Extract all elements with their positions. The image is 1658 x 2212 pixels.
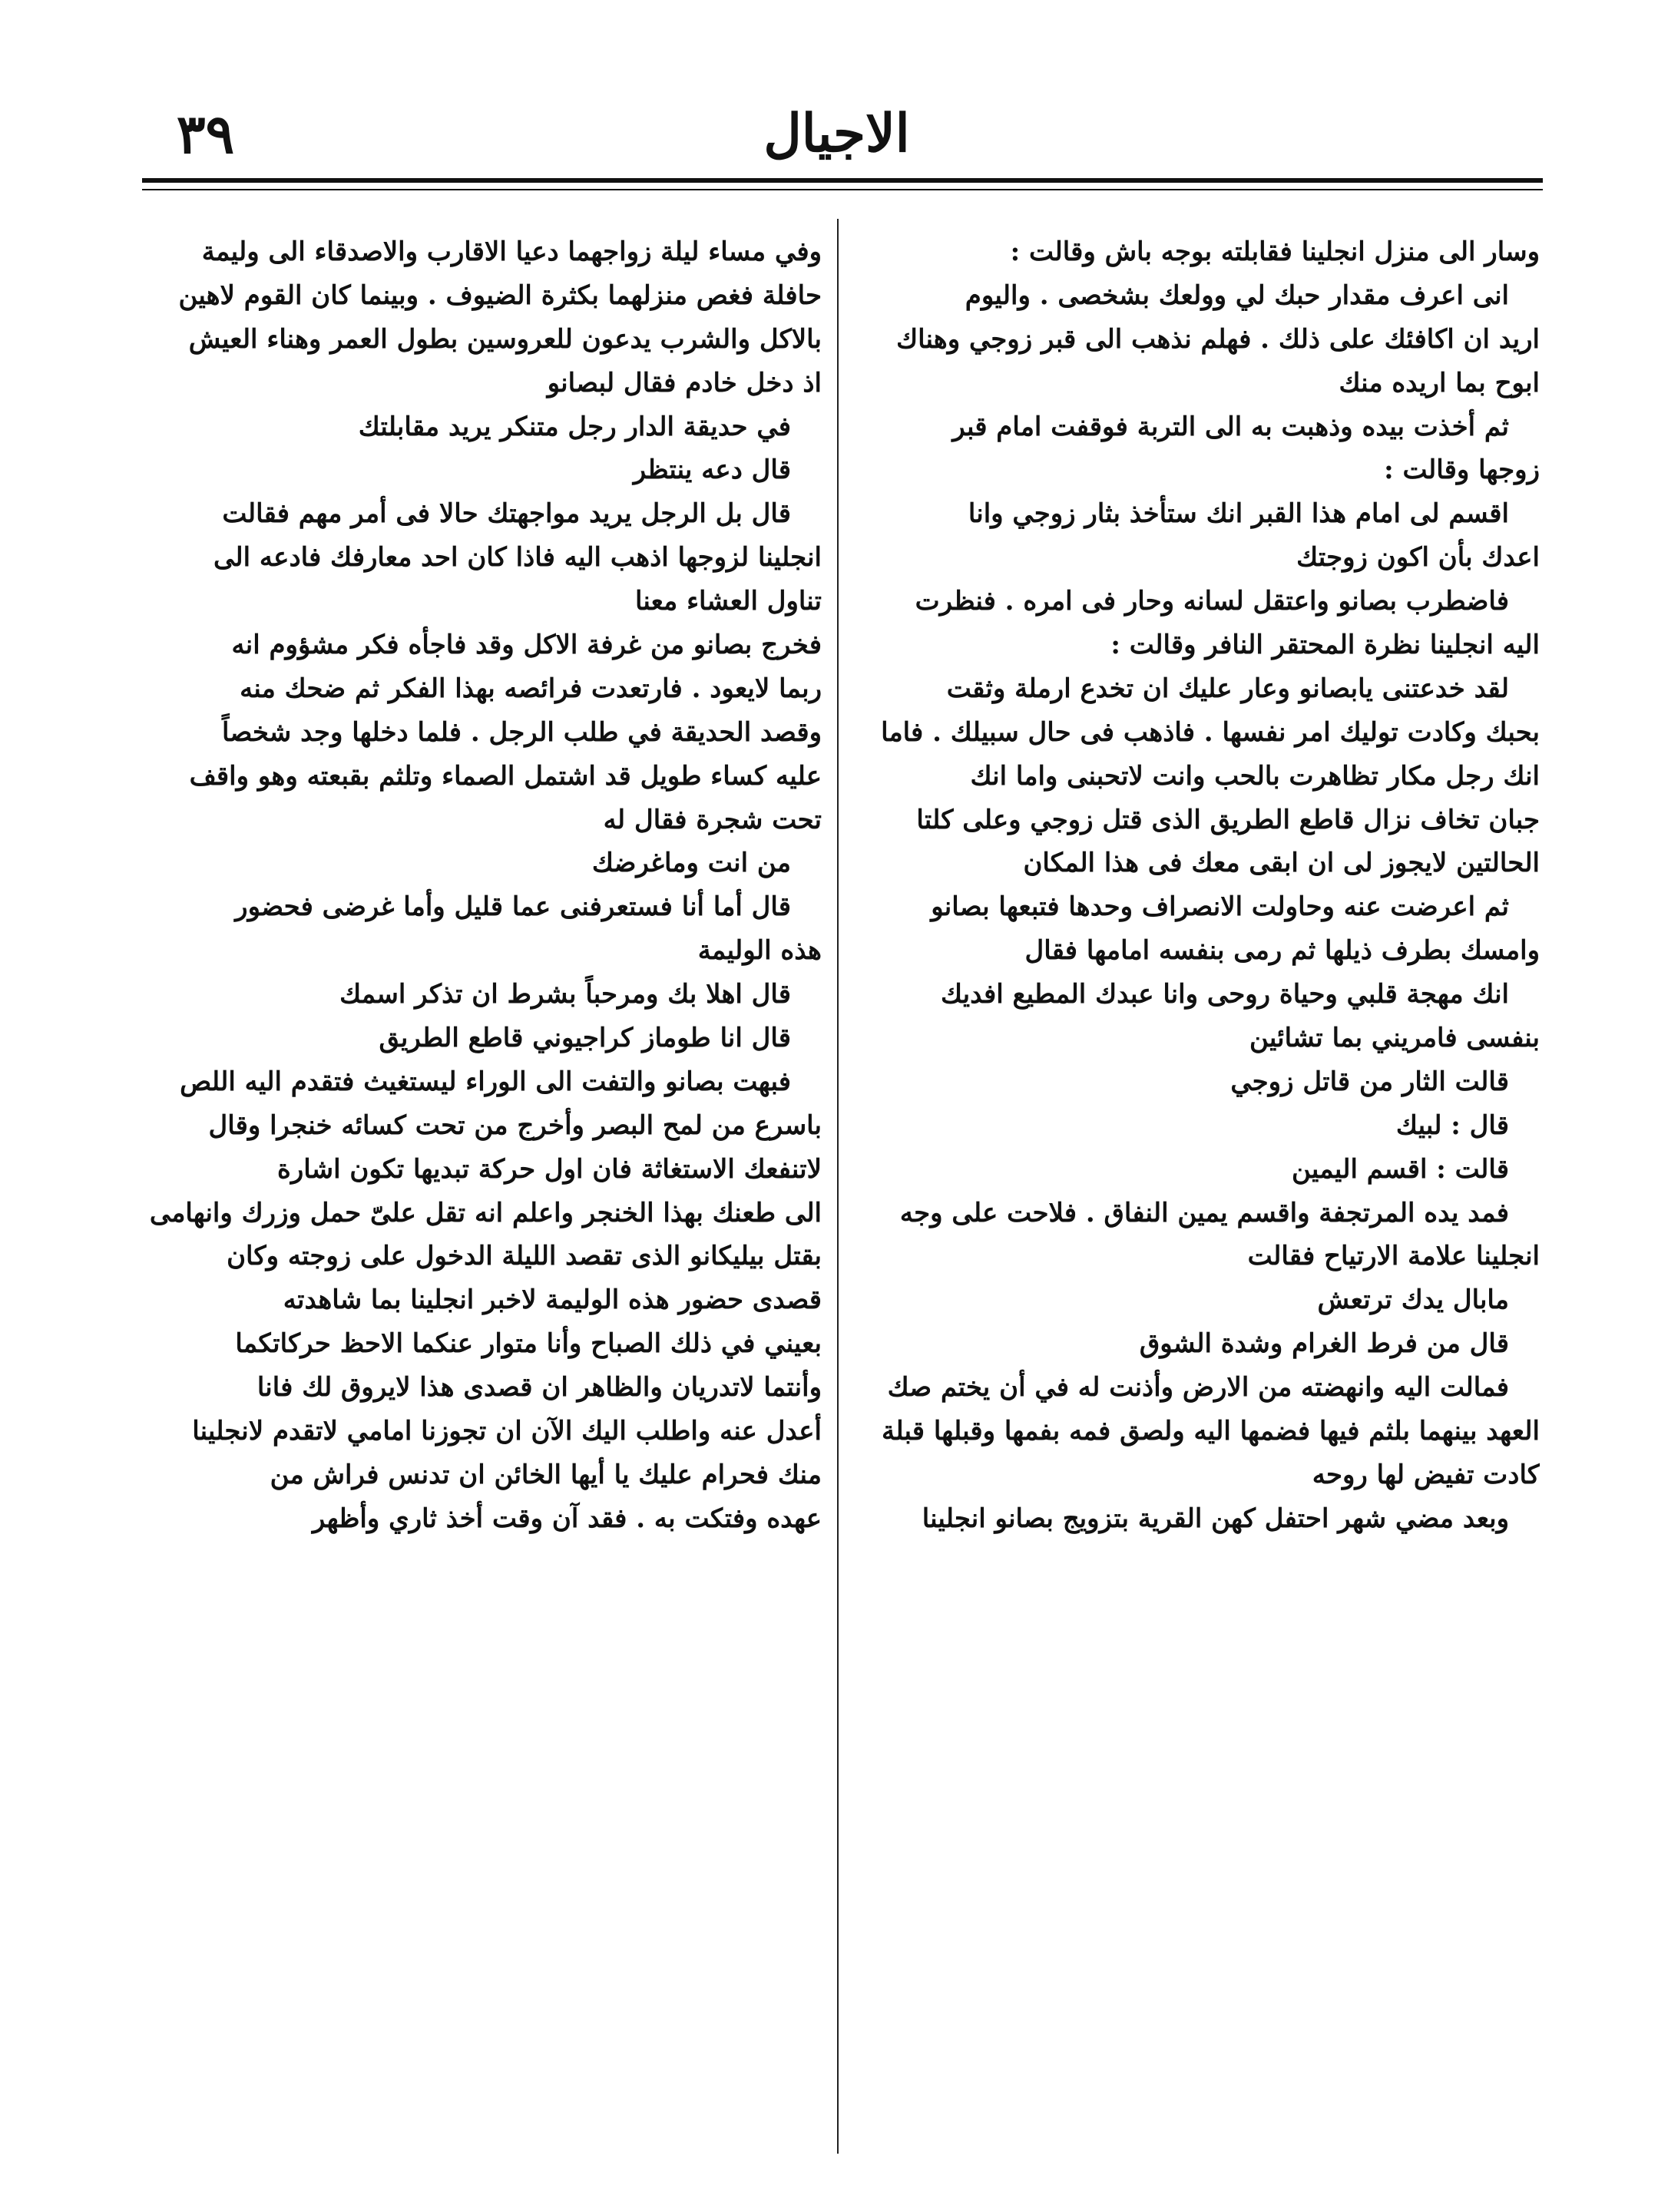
text-line: انى اعرف مقدار حبك لي وولعك بشخصى . واليوم <box>965 279 1509 311</box>
text-line: وسار الى منزل انجلينا فقابلته بوجه باش وقالت : <box>1010 236 1540 267</box>
text-line: الى طعنك بهذا الخنجر واعلم انه تقل علىّ حمل وزرك وانهامى <box>149 1197 822 1228</box>
text-line: قال أما أنا فستعرفنى عما قليل وأما غرضى فحضور <box>235 891 791 923</box>
text-line: العهد بينهما بلثم فيها فضمها اليه ولصق فمه بفمها وقبلها قبلة <box>882 1416 1540 1447</box>
text-line: انجلينا لزوجها اذهب اليه فاذا كان احد معارفك فادعه الى <box>213 542 822 574</box>
text-line: قالت : اقسم اليمين <box>1292 1153 1509 1185</box>
left-column <box>138 230 822 2150</box>
text-line: قال اهلا بك ومرحباً بشرط ان تذكر اسمك <box>339 979 791 1010</box>
text-line: قال من فرط الغرام وشدة الشوق <box>1139 1328 1509 1360</box>
text-line: فمالت اليه وانهضته من الارض وأذنت له في أن يختم صك <box>887 1372 1509 1404</box>
text-line: بحبك وكادت توليك امر نفسها . فاذهب فى حال سبيلك . فاما <box>881 716 1540 748</box>
text-line: الحالتين لايجوز لى ان ابقى معك فى هذا المكان <box>1023 848 1540 879</box>
text-line: اقسم لى امام هذا القبر انك ستأخذ بثار زوجي وانا <box>968 498 1509 530</box>
text-line: تحت شجرة فقال له <box>603 804 822 835</box>
text-line: اليه انجلينا نظرة المحتقر النافر وقالت : <box>1110 630 1540 661</box>
text-line: ابوح بما اريده منك <box>1339 367 1540 398</box>
text-line: انك مهجة قلبي وحياة روحى وانا عبدك المطيع افديك <box>941 979 1509 1010</box>
text-line: مابال يدك ترتعش <box>1317 1285 1509 1316</box>
text-line: تناول العشاء معنا <box>635 586 822 617</box>
text-line: من انت وماغرضك <box>591 848 791 879</box>
page-header <box>131 100 1543 184</box>
text-line: بعيني في ذلك الصباح وأنا متوار عنكما الاحظ حركاتكما <box>235 1328 822 1360</box>
right-column <box>856 230 1540 2150</box>
text-line: فخرج بصانو من غرفة الاكل وقد فاجأه فكر مشؤوم انه <box>231 630 822 661</box>
text-line: قال دعه ينتظر <box>633 455 791 486</box>
text-line: باسرع من لمح البصر وأخرج من تحت كسائه خنجرا وقال <box>208 1109 822 1141</box>
header-rule-thick <box>142 178 1543 183</box>
text-line: ربما لايعود . فارتعدت فرائصه بهذا الفكر ثم ضحك منه <box>240 673 822 704</box>
text-line: اعدك بأن اكون زوجتك <box>1296 542 1540 574</box>
text-line: لاتنفعك الاستغاثة فان اول حركة تبديها تكون اشارة <box>277 1153 822 1185</box>
text-line: لقد خدعتنى يابصانو وعار عليك ان تخدع ارملة وثقت <box>946 673 1509 704</box>
text-line: ثم أخذت بيده وذهبت به الى التربة فوقفت امام قبر <box>952 411 1509 442</box>
text-line: وأنتما لاتدريان والظاهر ان قصدى هذا لايروق لك فانا <box>256 1372 822 1404</box>
text-line: انك رجل مكار تظاهرت بالحب وانت لاتحبنى واما انك <box>970 760 1540 792</box>
text-line: زوجها وقالت : <box>1384 455 1540 486</box>
text-line: بنفسى فامريني بما تشائين <box>1249 1023 1540 1054</box>
page-number: ٣٩ <box>177 102 235 166</box>
header-rule-thin <box>142 189 1543 190</box>
text-line: قال بل الرجل يريد مواجهتك حالا فى أمر مهم فقالت <box>222 498 791 530</box>
text-line: فبهت بصانو والتفت الى الوراء ليستغيث فتقدم اليه اللص <box>180 1066 791 1097</box>
text-line: كادت تفيض لها روحه <box>1312 1459 1540 1490</box>
text-line: ثم اعرضت عنه وحاولت الانصراف وحدها فتبعها بصانو <box>931 891 1509 923</box>
text-line: قصدى حضور هذه الوليمة لاخبر انجلينا بما شاهدته <box>283 1285 822 1316</box>
text-line: في حديقة الدار رجل متنكر يريد مقابلتك <box>358 411 791 442</box>
text-line: أعدل عنه واطلب اليك الآن ان تجوزنا امامي لاتقدم لانجلينا <box>192 1416 822 1447</box>
text-line: قال : لبيك <box>1395 1109 1509 1141</box>
text-line: جبان تخاف نزال قاطع الطريق الذى قتل زوجي وعلى كلتا <box>916 804 1540 835</box>
text-line: بقتل بيليكانو الذى تقصد الليلة الدخول على زوجته وكان <box>227 1241 822 1272</box>
text-line: هذه الوليمة <box>697 935 822 967</box>
text-line: وامسك بطرف ذيلها ثم رمى بنفسه امامها فقال <box>1024 935 1540 967</box>
text-line: قال انا طوماز كراجيوني قاطع الطريق <box>379 1023 791 1054</box>
text-line: وفي مساء ليلة زواجهما دعيا الاقارب والاصدقاء الى وليمة <box>201 236 822 267</box>
running-title: الاجيال <box>763 103 910 164</box>
text-line: بالاكل والشرب يدعون للعروسين بطول العمر وهناء العيش <box>188 323 822 355</box>
text-line: منك فحرام عليك يا أيها الخائن ان تدنس فراش من <box>270 1459 822 1490</box>
text-line: فمد يده المرتجفة واقسم يمين النفاق . فلاحت على وجه <box>899 1197 1509 1228</box>
text-line: اريد ان اكافئك على ذلك . فهلم نذهب الى قبر زوجي وهناك <box>896 323 1540 355</box>
text-line: اذ دخل خادم فقال لبصانو <box>547 367 822 398</box>
text-line: انجلينا علامة الارتياح فقالت <box>1247 1241 1540 1272</box>
text-line: فاضطرب بصانو واعتقل لسانه وحار فى امره . فنظرت <box>915 586 1509 617</box>
text-line: حافلة فغص منزلهما بكثرة الضيوف . وبينما كان القوم لاهين <box>178 279 822 311</box>
column-divider <box>837 219 839 2154</box>
text-line: قالت الثار من قاتل زوجي <box>1230 1066 1509 1097</box>
text-line: عهده وفتكت به . فقد آن وقت أخذ ثاري وأظهر <box>312 1503 822 1534</box>
text-line: وقصد الحديقة في طلب الرجل . فلما دخلها وجد شخصاً <box>221 716 822 748</box>
text-line: عليه كساء طويل قد اشتمل الصماء وتلثم بقبعته وهو واقف <box>189 760 822 792</box>
text-line: وبعد مضي شهر احتفل كهن القرية بتزويج بصانو انجلينا <box>922 1503 1509 1534</box>
